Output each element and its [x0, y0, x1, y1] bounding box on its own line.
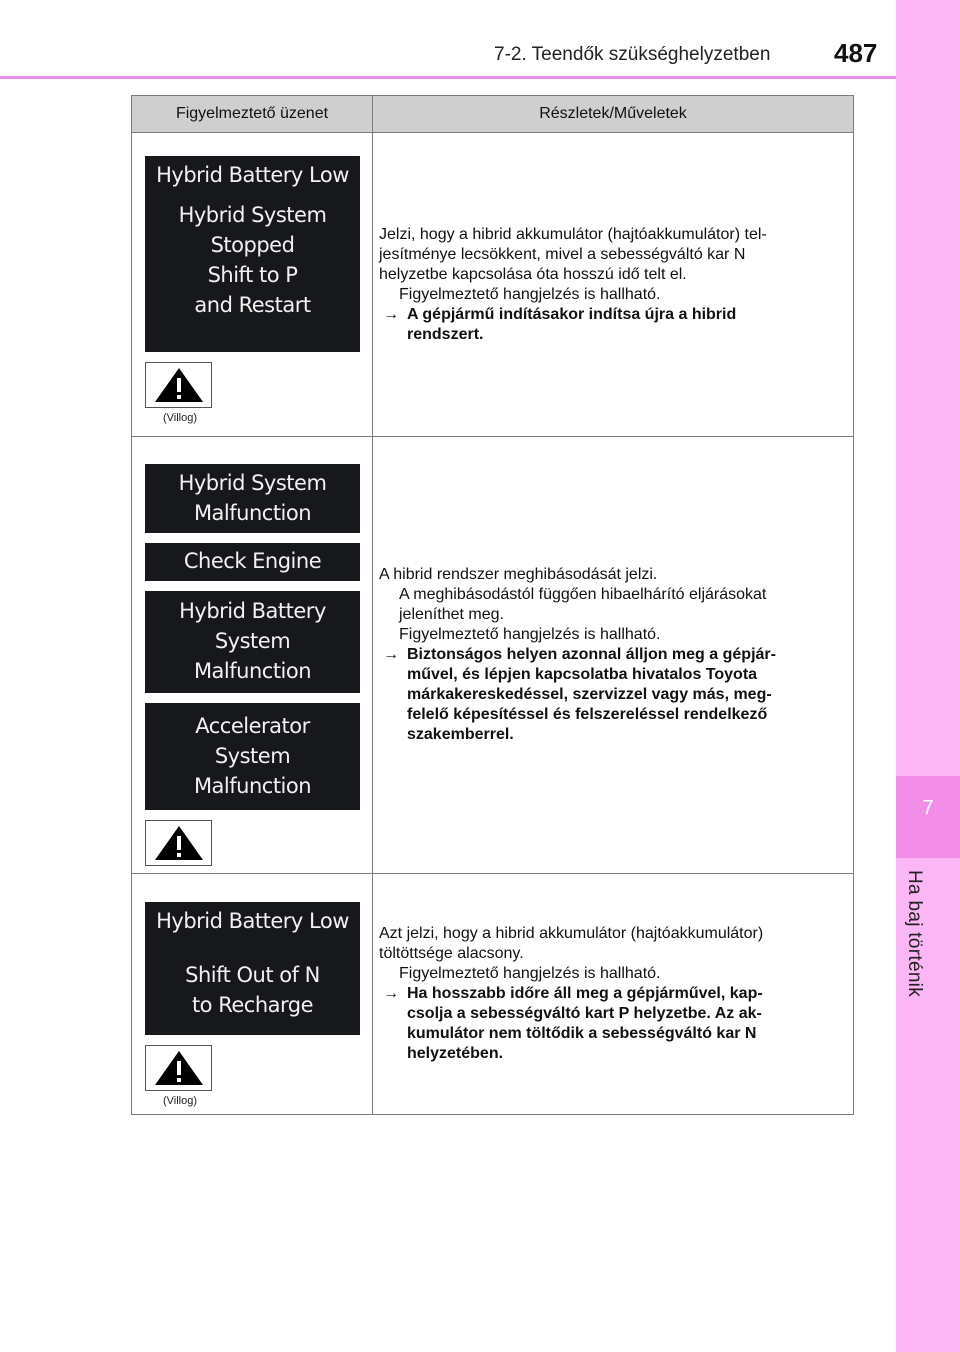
message-line: System: [214, 629, 291, 653]
table-header-row: [132, 96, 854, 133]
action-line: csolja a sebességváltó kart P helyzetbe. Az ak-: [407, 1005, 762, 1022]
header-rule: [0, 76, 896, 79]
display-message: [145, 543, 360, 581]
chapter-number: 7: [922, 797, 934, 819]
description-line: helyzetbe kapcsolása óta hosszú idő telt el.: [379, 265, 687, 283]
details-cell: [373, 874, 854, 1115]
display-message: [145, 156, 360, 352]
action-text: [379, 305, 843, 345]
message-line: Malfunction: [193, 774, 312, 798]
display-message: [145, 703, 360, 810]
table-row: [132, 874, 854, 1115]
table-row: [132, 133, 854, 437]
header-title: 7-2. Teendők szükséghelyzetben: [494, 44, 771, 65]
column-header-message: Figyelmeztető üzenet: [132, 96, 373, 133]
details-cell: [373, 133, 854, 437]
action-line: helyzetében.: [407, 1045, 504, 1062]
warning-light-icon: [145, 820, 212, 866]
message-line: Stopped: [210, 232, 295, 257]
action-line: felelő képesítéssel és felszereléssel rendelkező: [407, 706, 768, 723]
message-line: Hybrid Battery Low: [156, 908, 349, 933]
action-line: Biztonságos helyen azonnal álljon meg a gépjár-: [407, 646, 776, 663]
description-line: töltöttsége alacsony.: [379, 945, 524, 962]
action-text: [379, 984, 843, 1064]
message-cell: [132, 133, 373, 437]
chapter-label: Ha baj történik: [904, 870, 925, 998]
display-message: [145, 591, 360, 693]
chapter-side-tab: [896, 0, 960, 1352]
action-line: kumulátor nem töltődik a sebességváltó kar N: [407, 1025, 757, 1042]
message-line: Hybrid Battery Low: [156, 162, 349, 187]
message-line: Shift Out of N: [185, 962, 320, 987]
arrow-icon: →: [383, 985, 399, 1002]
message-cell: [132, 437, 373, 874]
message-cell: [132, 874, 373, 1115]
action-text: [379, 645, 843, 745]
note-line: A meghibásodástól függően hibaelhárító eljárásokat: [399, 586, 767, 603]
note-line: Figyelmeztető hangjelzés is hallható.: [399, 285, 661, 303]
action-line: rendszert.: [407, 325, 484, 343]
arrow-icon: →: [383, 646, 399, 663]
table-row: [132, 437, 854, 874]
display-message: [145, 464, 360, 533]
message-line: Accelerator: [195, 714, 310, 738]
description: [379, 225, 843, 285]
message-line: Hybrid Battery: [179, 599, 326, 623]
arrow-icon: →: [383, 305, 399, 323]
note: [379, 585, 843, 645]
display-message: [145, 902, 360, 1035]
action-line: művel, és lépjen kapcsolatba hivatalos Toyota: [407, 666, 758, 683]
note-line: jeleníthet meg.: [399, 606, 504, 623]
description-line: A hibrid rendszer meghibásodását jelzi.: [379, 566, 658, 583]
action-line: Ha hosszabb időre áll meg a gépjárművel, kap-: [407, 985, 763, 1002]
warning-light-icon: [145, 362, 212, 408]
message-line: Hybrid System: [178, 471, 327, 495]
action-line: szakemberrel.: [407, 726, 514, 743]
message-line: Check Engine: [183, 549, 322, 573]
message-line: Malfunction: [193, 501, 312, 525]
action-line: márkakereskedéssel, szervizzel vagy más, meg-: [407, 686, 772, 703]
message-line: Shift to P: [207, 262, 298, 287]
note-line: Figyelmeztető hangjelzés is hallható.: [399, 626, 661, 643]
action-line: A gépjármű indításakor indítsa újra a hibrid: [407, 305, 737, 323]
warning-table: [131, 95, 854, 1115]
blinking-note: (Villog): [162, 1094, 198, 1107]
page-number: 487: [834, 38, 878, 68]
message-line: to Recharge: [191, 992, 314, 1017]
note-line: Figyelmeztető hangjelzés is hallható.: [399, 965, 661, 982]
description-line: jesítménye lecsökkent, mivel a sebességváltó kar N: [379, 245, 746, 263]
description-line: Jelzi, hogy a hibrid akkumulátor (hajtóakkumulátor) tel-: [379, 225, 767, 243]
column-header-details: Részletek/Műveletek: [373, 96, 854, 133]
message-line: Malfunction: [193, 659, 312, 683]
warning-light-icon: [145, 1045, 212, 1091]
message-line: Hybrid System: [178, 202, 327, 227]
message-line: and Restart: [194, 292, 311, 317]
details-cell: [373, 437, 854, 874]
description-line: Azt jelzi, hogy a hibrid akkumulátor (hajtóakkumulátor): [379, 925, 764, 942]
message-line: System: [214, 744, 291, 768]
blinking-note: (Villog): [162, 411, 198, 424]
